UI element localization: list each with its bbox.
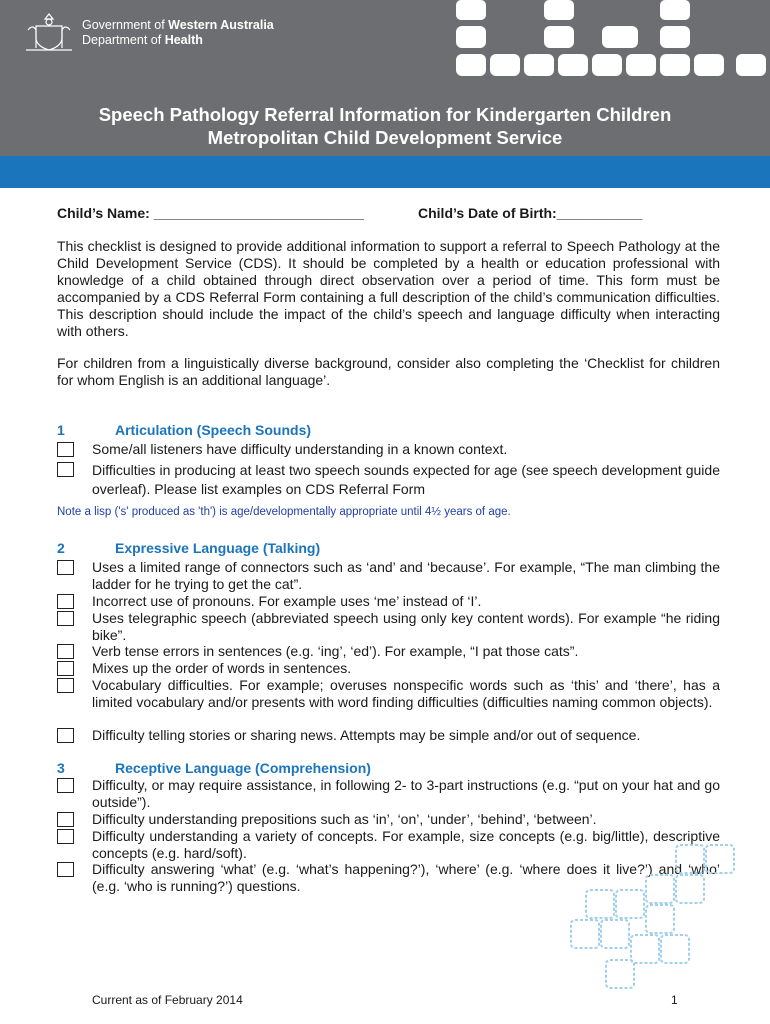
checklist-item: Difficulty, or may require assistance, in following 2- to 3-part instructions (e.g. “put on your hat and go outside”). [57, 777, 720, 811]
section-1-heading: 1 Articulation (Speech Sounds) [57, 422, 312, 438]
checkbox[interactable] [57, 462, 74, 477]
checklist-item: Uses telegraphic speech (abbreviated speech using only key content words). For example “he riding bike”. [57, 610, 720, 644]
checkbox[interactable] [57, 829, 74, 844]
decorative-tiles-graphic [452, 0, 770, 82]
checkbox[interactable] [57, 778, 74, 793]
section-2-heading: 2 Expressive Language (Talking) [57, 540, 321, 556]
checklist-item: Mixes up the order of words in sentences. [57, 660, 720, 677]
checklist-item: Difficulty understanding prepositions such as ‘in’, ‘on’, ‘under’, ‘behind’, ‘between’. [57, 811, 720, 828]
checklist-item: Difficulty telling stories or sharing news. Attempts may be simple and/or out of sequence. [57, 727, 720, 744]
checkbox[interactable] [57, 594, 74, 609]
checkbox[interactable] [57, 812, 74, 827]
checkbox[interactable] [57, 661, 74, 676]
checklist-item: Difficulties in producing at least two speech sounds expected for age (see speech development guide overleaf). Please list examples on CDS Referral Form [57, 461, 720, 499]
checklist-item: Uses a limited range of connectors such as ‘and’ and ‘because’. For example, “The man climbing the ladder for he trying to get the cat”. [57, 559, 720, 593]
checklist-item: Difficulty understanding a variety of concepts. For example, size concepts (e.g. big/little), descriptive concepts (e.g. hard/soft). [57, 828, 720, 862]
footer-date: Current as of February 2014 [92, 993, 243, 1007]
checkbox[interactable] [57, 442, 74, 457]
checkbox[interactable] [57, 560, 74, 575]
checkbox[interactable] [57, 611, 74, 626]
checklist-item: Vocabulary difficulties. For example; overuses nonspecific words such as ‘this’ and ‘there’, has a limited vocabulary and/or presents with word finding difficulties (difficulties naming common objects). [57, 677, 720, 711]
government-wordmark: Government of Western Australia Department of Health [82, 18, 274, 47]
section-3-heading: 3 Receptive Language (Comprehension) [57, 760, 371, 776]
page-title: Speech Pathology Referral Information for Kindergarten Children Metropolitan Child Development Service [98, 104, 672, 148]
page-number: 1 [671, 993, 678, 1007]
checklist-item: Verb tense errors in sentences (e.g. ‘ing’, ‘ed’). For example, “I pat those cats”. [57, 643, 720, 660]
child-name-field[interactable]: Child’s Name: ___________________________ [57, 205, 364, 221]
lisp-note: Note a lisp ('s' produced as 'th') is age/developmentally appropriate until 4½ years of age. [57, 506, 511, 518]
decorative-watermark-tiles [566, 840, 746, 1000]
checklist-item: Incorrect use of pronouns. For example uses ‘me’ instead of ‘I’. [57, 593, 720, 610]
intro-paragraph: This checklist is designed to provide additional information to support a referral to Speech Pathology at the Child Development Service (CDS). It should be completed by a health or education professional with knowledge of a child obtained through direct observation over a period of time. This form must be accompanied by a CDS Referral Form containing a full description of the child’s communication difficulties. This description should include the impact of the child’s speech and language difficulty when interacting with others. [57, 238, 720, 339]
checkbox[interactable] [57, 862, 74, 877]
crest-icon [22, 10, 76, 54]
checkbox[interactable] [57, 678, 74, 693]
checkbox[interactable] [57, 644, 74, 659]
child-dob-field[interactable]: Child’s Date of Birth:___________ [418, 205, 643, 221]
header-banner [0, 0, 770, 156]
diverse-background-paragraph: For children from a linguistically diverse background, consider also completing the ‘Checklist for children for whom English is an additional language’. [57, 355, 720, 388]
checklist-item: Difficulty answering ‘what’ (e.g. ‘what’s happening?’), ‘where’ (e.g. ‘where does it live?’) and ‘who’ (e.g. ‘who is running?’) questions. [57, 861, 720, 895]
checkbox[interactable] [57, 728, 74, 743]
blue-accent-band [0, 156, 770, 188]
checklist-item: Some/all listeners have difficulty understanding in a known context. [57, 441, 720, 458]
